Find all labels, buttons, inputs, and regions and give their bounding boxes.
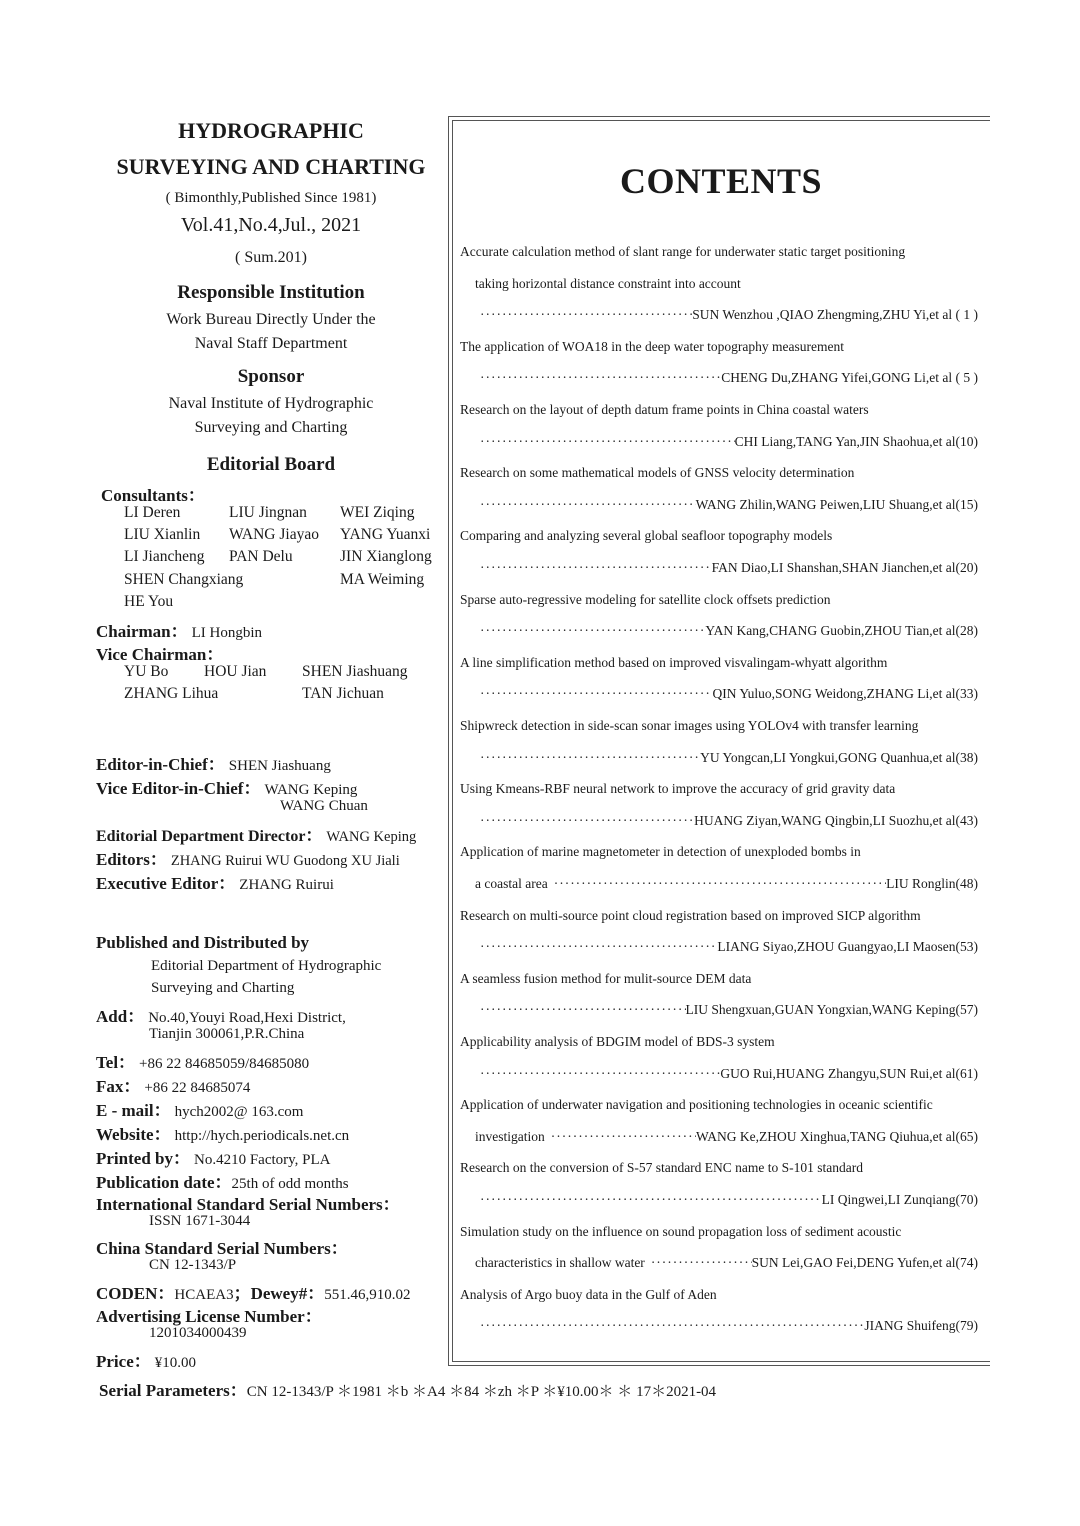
toc-entry-title: Comparing and analyzing several global seafloor topography models (460, 528, 833, 544)
board-member: LIU Jingnan (229, 504, 307, 521)
toc-entry-authors: CHENG Du,ZHANG Yifei,GONG Li,et al ( 5 ) (721, 370, 978, 386)
dept-director-row: Editorial Department Director： WANG Keping (96, 826, 417, 845)
toc-entry-authors: SUN Wenzhou ,QIAO Zhengming,ZHU Yi,et al ( 1 ) (692, 307, 978, 323)
toc-entry-title: Simulation study on the influence on sound propagation loss of sediment acoustic (460, 1223, 902, 1239)
board-member: JIN Xianglong (340, 548, 432, 566)
website-value: http://hych.periodicals.net.cn (174, 1128, 350, 1144)
chairman-row: Chairman： LI Hongbin (96, 622, 263, 641)
responsible-line1: Work Bureau Directly Under the (166, 311, 376, 328)
chairman-label: Chairman (96, 622, 171, 641)
board-member: SHEN Jiashuang (302, 663, 408, 680)
toc-leader-dots (470, 686, 712, 702)
toc-entry-authors-row (470, 560, 978, 576)
board-member: ZHANG Lihua (124, 685, 219, 702)
board-member: LI Jiancheng (124, 548, 205, 566)
sponsor-line2: Surveying and Charting (194, 419, 348, 436)
address-label: Add (96, 1007, 128, 1026)
cn-label: China Standard Serial Numbers： (96, 1239, 348, 1258)
tel-row: Tel： +86 22 84685059/84685080 (96, 1053, 310, 1072)
toc-entry-authors: YU Yongcan,LI Yongkui,GONG Quanhua,et al(38) (700, 749, 978, 765)
toc-leader-dots (470, 1066, 720, 1082)
toc-leader-dots (651, 1255, 752, 1271)
toc-entry-title: Application of underwater navigation and positioning technologies in oceanic scientific (460, 1097, 933, 1113)
exec-editor-row: Executive Editor： ZHANG Ruirui (96, 874, 334, 893)
toc-leader-dots (470, 1192, 822, 1208)
publisher-heading: Published and Distributed by (96, 933, 310, 952)
editors-label: Editors (96, 850, 150, 869)
pubdate-row: Publication date：25th of odd months (96, 1173, 349, 1192)
toc-entry-title: A seamless fusion method for mulit-source DEM data (460, 970, 752, 986)
price-row: Price： ¥10.00 (96, 1352, 196, 1371)
serial-parameters: Serial Parameters：CN 12-1343/P ＊1981 ＊b ＊A4 ＊84 ＊zh ＊P ＊¥10.00＊ ＊ 17＊2021-04 (99, 1381, 717, 1400)
coden-label: CODEN (96, 1284, 158, 1303)
tel-label: Tel (96, 1053, 119, 1072)
toc-leader-dots (470, 1318, 864, 1334)
toc-entry-title-cont: characteristics in shallow water (475, 1255, 645, 1271)
toc-entry-authors: HUANG Ziyan,WANG Qingbin,LI Suozhu,et al(43) (694, 812, 978, 828)
board-member: LIU Xianlin (124, 526, 201, 544)
toc-entry-authors: SUN Lei,GAO Fei,DENG Yufen,et al(74) (751, 1255, 978, 1271)
toc-entry-title: A line simplification method based on improved visvalingam-whyatt algorithm (460, 654, 888, 670)
editors-names: ZHANG Ruirui WU Guodong XU Jiali (170, 853, 400, 869)
toc-entry-title: Analysis of Argo buoy data in the Gulf of Aden (460, 1286, 717, 1302)
toc-leader-dots (470, 1002, 686, 1018)
dept-director-name: WANG Keping (326, 829, 417, 845)
pubdate-value: 25th of odd months (231, 1176, 349, 1192)
dewey-label: Dewey# (250, 1284, 308, 1303)
responsible-line2: Naval Staff Department (194, 335, 348, 352)
toc-entry-authors-row (470, 1002, 978, 1018)
price-value: ¥10.00 (154, 1355, 196, 1371)
fax-label: Fax (96, 1077, 124, 1096)
toc-entry-title: Research on multi-source point cloud registration based on improved SICP algorithm (460, 907, 921, 923)
toc-leader-dots (470, 560, 712, 576)
toc-entry-authors-row (470, 686, 978, 702)
toc-entry-title: Application of marine magnetometer in detection of unexploded bombs in (460, 844, 861, 860)
board-member: HOU Jian (204, 663, 267, 680)
dept-director-label: Editorial Department Director (96, 828, 306, 845)
dewey-value: 551.46,910.02 (324, 1287, 411, 1303)
toc-entry-title: Research on the conversion of S-57 standard ENC name to S-101 standard (460, 1160, 864, 1176)
toc-leader-dots (554, 876, 886, 892)
contents-title: CONTENTS (619, 161, 823, 201)
toc-entry-authors: JIANG Shuifeng(79) (864, 1318, 978, 1334)
toc-leader-dots (551, 1129, 696, 1145)
fax-value: +86 22 84685074 (144, 1080, 251, 1096)
sponsor-heading: Sponsor (237, 366, 305, 387)
toc-entry-title: taking horizontal distance constraint into account (475, 275, 741, 291)
toc-entry-authors: WANG Zhilin,WANG Peiwen,LIU Shuang,et al(15) (695, 496, 978, 512)
price-label: Price (96, 1352, 134, 1371)
adlic-label: Advertising License Number： (96, 1307, 322, 1326)
toc-entry-title-cont: a coastal area (475, 876, 548, 891)
toc-leader-dots (470, 813, 694, 829)
toc-entry-title: Accurate calculation method of slant range for underwater static target positioning (460, 244, 906, 259)
toc-entry-title-cont: investigation (475, 1128, 545, 1144)
toc-leader-dots (470, 497, 696, 513)
toc-entry-authors: YAN Kang,CHANG Guobin,ZHOU Tian,et al(28) (705, 623, 978, 639)
toc-entry-authors: LIU Shengxuan,GUAN Yongxian,WANG Keping(57) (685, 1002, 978, 1018)
board-member: SHEN Changxiang (124, 570, 244, 588)
board-member: TAN Jichuan (302, 685, 384, 702)
printed-value: No.4210 Factory, PLA (193, 1152, 331, 1168)
toc-entry-authors-row (470, 623, 978, 639)
email-label: E - mail (96, 1101, 154, 1120)
vice-editor-name-1: WANG Keping (264, 782, 358, 798)
consultants-label: Consultants： (101, 486, 205, 505)
toc-entry-authors: LIANG Siyao,ZHOU Guangyao,LI Maosen(53) (717, 939, 978, 955)
adlic-value: 1201034000439 (149, 1325, 247, 1341)
toc-entry-title: Research on the layout of depth datum frame points in China coastal waters (460, 402, 869, 417)
toc-entry-title: The application of WOA18 in the deep water topography measurement (460, 338, 844, 354)
cn-value: CN 12-1343/P (149, 1257, 237, 1273)
toc-entry-authors-row (470, 1255, 978, 1271)
vice-chairman-label: Vice Chairman： (96, 645, 224, 664)
journal-volume: Vol.41,No.4,Jul., 2021 (180, 214, 362, 236)
coden-value: HCAEA3 (174, 1287, 234, 1303)
email-row: E - mail： hych2002@ 163.com (96, 1101, 304, 1120)
toc-leader-dots (470, 434, 735, 450)
exec-editor-name: ZHANG Ruirui (239, 877, 334, 893)
vice-editor-row: Vice Editor-in-Chief： WANG Keping (96, 779, 358, 798)
vice-editor-name-2: WANG Chuan (280, 798, 368, 814)
toc-entry-authors-row (470, 434, 978, 450)
responsible-heading: Responsible Institution (177, 282, 365, 303)
toc-entry-authors-row (470, 307, 978, 323)
toc-entry-authors: QIN Yuluo,SONG Weidong,ZHANG Li,et al(33) (712, 686, 978, 702)
coden-row: CODEN：HCAEA3；Dewey#：551.46,910.02 (96, 1284, 411, 1303)
publisher-line2: Surveying and Charting (151, 980, 295, 996)
toc-leader-dots (470, 307, 692, 323)
board-member: MA Weiming (340, 570, 425, 588)
toc-entry-authors-row (470, 1318, 978, 1334)
journal-frequency: ( Bimonthly,Published Since 1981) (165, 190, 377, 206)
toc-leader-dots (470, 939, 717, 955)
toc-entry-authors: LIU Ronglin(48) (886, 876, 978, 891)
issn-value: ISSN 1671-3044 (149, 1213, 251, 1229)
website-label: Website (96, 1125, 154, 1144)
exec-editor-label: Executive Editor (96, 874, 219, 893)
email-value: hych2002@ 163.com (174, 1104, 304, 1120)
editors-row: Editors： ZHANG Ruirui WU Guodong XU Jiali (96, 850, 400, 869)
toc-entry-title: Research on some mathematical models of GNSS velocity determination (460, 465, 855, 481)
publisher-line1: Editorial Department of Hydrographic (151, 958, 382, 974)
address-row: Add： No.40,Youyi Road,Hexi District, (96, 1007, 346, 1026)
editor-in-chief-name: SHEN Jiashuang (228, 758, 331, 774)
toc-entry-authors-row (470, 1129, 978, 1145)
board-member: YANG Yuanxi (340, 526, 431, 544)
sponsor-line1: Naval Institute of Hydrographic (168, 395, 374, 412)
toc-entry-authors-row (470, 370, 978, 386)
address-line1: No.40,Youyi Road,Hexi District, (148, 1010, 346, 1026)
fax-row: Fax： +86 22 84685074 (96, 1077, 251, 1096)
toc-entry-authors: LI Qingwei,LI Zunqiang(70) (821, 1192, 978, 1207)
editor-in-chief-label: Editor-in-Chief (96, 755, 208, 774)
journal-sum: ( Sum.201) (235, 249, 307, 266)
pubdate-label: Publication date (96, 1173, 215, 1192)
toc-entry-authors-row (470, 876, 978, 892)
editor-in-chief-row: Editor-in-Chief： SHEN Jiashuang (96, 755, 331, 774)
board-member: WEI Ziqing (340, 504, 415, 521)
tel-value: +86 22 84685059/84685080 (139, 1056, 310, 1072)
address-line2: Tianjin 300061,P.R.China (149, 1026, 305, 1042)
toc-entry-authors: WANG Ke,ZHOU Xinghua,TANG Qiuhua,et al(65) (696, 1128, 978, 1144)
toc-entry-authors-row (470, 497, 978, 513)
toc-entry-title: Shipwreck detection in side-scan sonar images using YOLOv4 with transfer learning (460, 718, 919, 733)
serial-label: Serial Parameters (99, 1381, 230, 1400)
website-row: Website： http://hych.periodicals.net.cn (96, 1125, 350, 1144)
serial-value: CN 12-1343/P ＊1981 ＊b ＊A4 ＊84 ＊zh ＊P ＊¥10.00＊ ＊ 17＊2021-04 (246, 1384, 717, 1400)
toc-entry-authors-row (470, 813, 978, 829)
board-heading: Editorial Board (206, 454, 336, 475)
toc-entry-authors-row (470, 1192, 978, 1208)
toc-entry-authors-row (470, 1066, 978, 1082)
toc-entry-authors: FAN Diao,LI Shanshan,SHAN Jianchen,et al(20) (711, 560, 978, 575)
toc-entry-authors-row (470, 939, 978, 955)
board-member: LI Deren (124, 504, 181, 521)
toc-leader-dots (470, 750, 700, 766)
issn-label: International Standard Serial Numbers： (96, 1195, 400, 1214)
printed-row: Printed by： No.4210 Factory, PLA (96, 1149, 331, 1168)
toc-leader-dots (470, 623, 705, 639)
printed-label: Printed by (96, 1149, 173, 1168)
board-member: YU Bo (124, 663, 169, 680)
toc-entry-title: Sparse auto-regressive modeling for satellite clock offsets prediction (460, 591, 831, 607)
board-member: WANG Jiayao (229, 526, 319, 544)
board-member: HE You (124, 592, 174, 610)
toc-entry-authors: CHI Liang,TANG Yan,JIN Shaohua,et al(10) (734, 433, 978, 449)
toc-entry-title: Applicability analysis of BDGIM model of BDS-3 system (460, 1034, 775, 1049)
toc-entry-authors: GUO Rui,HUANG Zhangyu,SUN Rui,et al(61) (720, 1065, 978, 1081)
vice-editor-label: Vice Editor-in-Chief (96, 779, 244, 798)
journal-title-line1: HYDROGRAPHIC (178, 118, 364, 143)
toc-entry-authors-row (470, 750, 978, 766)
journal-title-line2: SURVEYING AND CHARTING (116, 154, 426, 179)
toc-entry-title: Using Kmeans-RBF neural network to improve the accuracy of grid gravity data (460, 781, 896, 797)
chairman-name: LI Hongbin (191, 625, 263, 641)
board-member: PAN Delu (229, 548, 293, 566)
toc-leader-dots (470, 370, 721, 386)
